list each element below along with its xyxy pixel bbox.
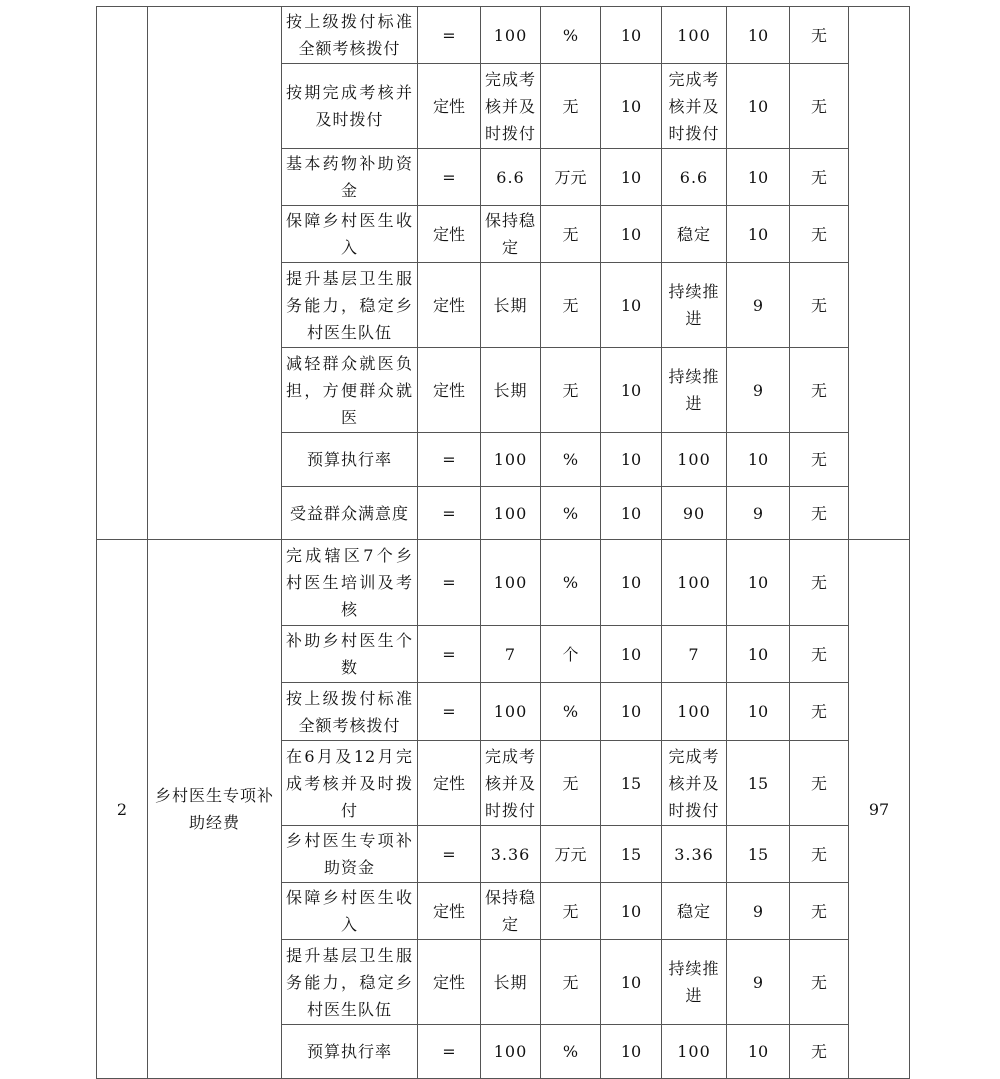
reason-cell: 无 [790,263,849,348]
operator-cell: = [418,683,481,741]
actual-cell: 完成考核并及时拨付 [662,741,727,826]
indicator-cell: 提升基层卫生服务能力，稳定乡村医生队伍 [282,263,418,348]
table-body [97,7,910,1079]
reason-cell: 无 [790,1025,849,1079]
operator-cell: = [418,7,481,64]
unit-cell: % [541,487,601,540]
operator-cell: 定性 [418,348,481,433]
actual-cell: 100 [662,7,727,64]
operator-cell: = [418,540,481,626]
operator-cell: 定性 [418,64,481,149]
operator-cell: = [418,1025,481,1079]
indicator-cell: 保障乡村医生收入 [282,883,418,940]
operator-cell: = [418,149,481,206]
table-row [97,7,910,64]
indicator-cell: 预算执行率 [282,433,418,487]
indicator-cell: 受益群众满意度 [282,487,418,540]
target-cell: 完成考核并及时拨付 [481,741,541,826]
indicator-cell: 基本药物补助资金 [282,149,418,206]
indicator-cell: 减轻群众就医负担，方便群众就医 [282,348,418,433]
score-cell: 10 [727,206,790,263]
target-cell: 100 [481,540,541,626]
reason-cell: 无 [790,433,849,487]
performance-table [96,6,910,1079]
score-cell: 9 [727,263,790,348]
reason-cell: 无 [790,626,849,683]
score-cell: 10 [727,626,790,683]
project-no-cell: 2 [97,540,148,1079]
weight-cell: 10 [601,348,662,433]
actual-cell: 持续推进 [662,940,727,1025]
operator-cell: 定性 [418,741,481,826]
unit-cell: 无 [541,883,601,940]
score-cell: 15 [727,741,790,826]
weight-cell: 10 [601,433,662,487]
weight-cell: 10 [601,940,662,1025]
reason-cell: 无 [790,487,849,540]
score-cell: 9 [727,883,790,940]
target-cell: 保持稳定 [481,883,541,940]
weight-cell: 10 [601,64,662,149]
score-cell: 10 [727,683,790,741]
unit-cell: % [541,683,601,741]
target-cell: 长期 [481,263,541,348]
weight-cell: 10 [601,626,662,683]
actual-cell: 90 [662,487,727,540]
total-score-cell [849,7,910,540]
table-row [97,540,910,626]
weight-cell: 15 [601,826,662,883]
weight-cell: 10 [601,149,662,206]
actual-cell: 3.36 [662,826,727,883]
actual-cell: 7 [662,626,727,683]
score-cell: 15 [727,826,790,883]
indicator-cell: 按上级拨付标准全额考核拨付 [282,683,418,741]
target-cell: 6.6 [481,149,541,206]
target-cell: 100 [481,487,541,540]
indicator-cell: 提升基层卫生服务能力，稳定乡村医生队伍 [282,940,418,1025]
actual-cell: 100 [662,683,727,741]
indicator-cell: 补助乡村医生个数 [282,626,418,683]
reason-cell: 无 [790,149,849,206]
operator-cell: 定性 [418,883,481,940]
actual-cell: 100 [662,1025,727,1079]
target-cell: 保持稳定 [481,206,541,263]
target-cell: 100 [481,683,541,741]
indicator-cell: 按上级拨付标准全额考核拨付 [282,7,418,64]
reason-cell: 无 [790,741,849,826]
weight-cell: 15 [601,741,662,826]
unit-cell: 无 [541,348,601,433]
score-cell: 9 [727,487,790,540]
actual-cell: 100 [662,540,727,626]
project-name-cell [148,7,282,540]
target-cell: 100 [481,433,541,487]
score-cell: 9 [727,348,790,433]
target-cell: 100 [481,1025,541,1079]
actual-cell: 稳定 [662,206,727,263]
operator-cell: = [418,626,481,683]
actual-cell: 持续推进 [662,263,727,348]
unit-cell: 无 [541,64,601,149]
actual-cell: 6.6 [662,149,727,206]
indicator-cell: 按期完成考核并及时拨付 [282,64,418,149]
reason-cell: 无 [790,940,849,1025]
reason-cell: 无 [790,64,849,149]
unit-cell: 无 [541,940,601,1025]
reason-cell: 无 [790,206,849,263]
reason-cell: 无 [790,683,849,741]
indicator-cell: 完成辖区7个乡村医生培训及考核 [282,540,418,626]
target-cell: 长期 [481,348,541,433]
score-cell: 10 [727,149,790,206]
score-cell: 10 [727,540,790,626]
project-name-cell: 乡村医生专项补助经费 [148,540,282,1079]
target-cell: 7 [481,626,541,683]
actual-cell: 100 [662,433,727,487]
actual-cell: 稳定 [662,883,727,940]
reason-cell: 无 [790,540,849,626]
score-cell: 10 [727,7,790,64]
weight-cell: 10 [601,263,662,348]
unit-cell: 万元 [541,149,601,206]
unit-cell: % [541,433,601,487]
indicator-cell: 保障乡村医生收入 [282,206,418,263]
unit-cell: 万元 [541,826,601,883]
operator-cell: 定性 [418,940,481,1025]
reason-cell: 无 [790,826,849,883]
operator-cell: = [418,433,481,487]
operator-cell: 定性 [418,206,481,263]
weight-cell: 10 [601,206,662,263]
weight-cell: 10 [601,540,662,626]
indicator-cell: 在6月及12月完成考核并及时拨付 [282,741,418,826]
reason-cell: 无 [790,883,849,940]
unit-cell: % [541,1025,601,1079]
indicator-cell: 预算执行率 [282,1025,418,1079]
score-cell: 10 [727,1025,790,1079]
project-no-cell [97,7,148,540]
unit-cell: 无 [541,263,601,348]
operator-cell: = [418,487,481,540]
weight-cell: 10 [601,683,662,741]
score-cell: 9 [727,940,790,1025]
weight-cell: 10 [601,487,662,540]
total-score-cell: 97 [849,540,910,1079]
unit-cell: 无 [541,741,601,826]
actual-cell: 完成考核并及时拨付 [662,64,727,149]
target-cell: 3.36 [481,826,541,883]
operator-cell: = [418,826,481,883]
actual-cell: 持续推进 [662,348,727,433]
operator-cell: 定性 [418,263,481,348]
weight-cell: 10 [601,1025,662,1079]
unit-cell: % [541,7,601,64]
target-cell: 完成考核并及时拨付 [481,64,541,149]
unit-cell: 无 [541,206,601,263]
unit-cell: % [541,540,601,626]
target-cell: 长期 [481,940,541,1025]
score-cell: 10 [727,433,790,487]
reason-cell: 无 [790,348,849,433]
score-cell: 10 [727,64,790,149]
unit-cell: 个 [541,626,601,683]
reason-cell: 无 [790,7,849,64]
weight-cell: 10 [601,883,662,940]
indicator-cell: 乡村医生专项补助资金 [282,826,418,883]
weight-cell: 10 [601,7,662,64]
target-cell: 100 [481,7,541,64]
